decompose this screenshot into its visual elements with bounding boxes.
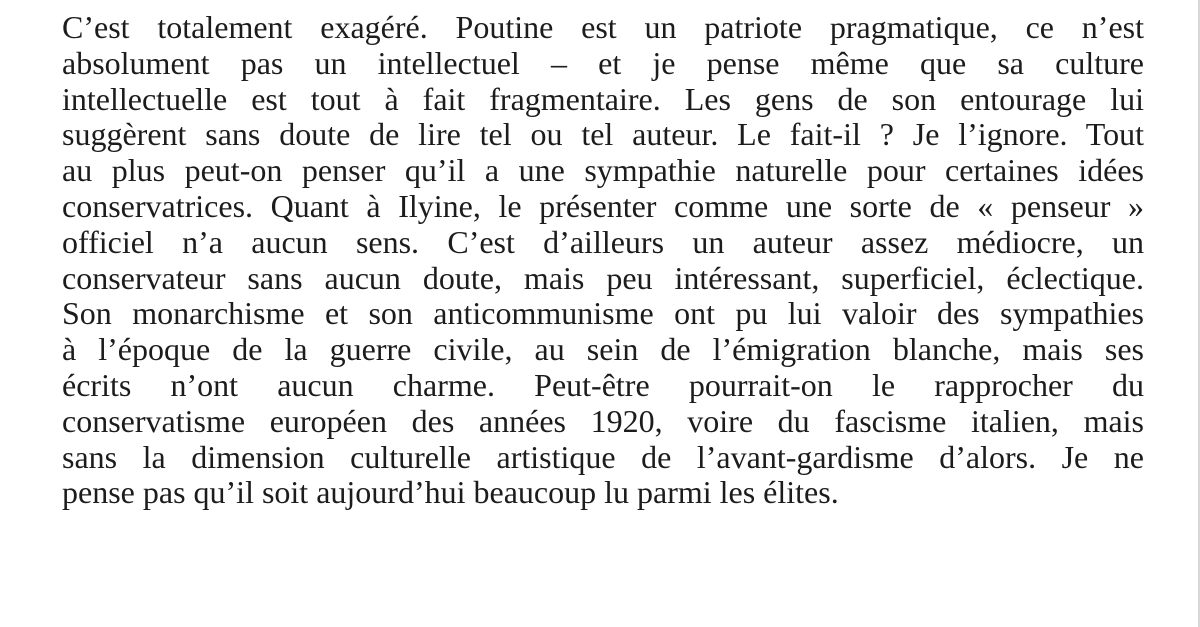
paragraph-line-9: Son monarchisme et son anticommunisme ont pu lui valoir des sympathies: [62, 295, 1144, 332]
paragraph-line-13: sans la dimension culturelle artistique de l’avant-gardisme d’alors. Je ne: [62, 438, 1144, 475]
paragraph-line-14: pense pas qu’il soit aujourd’hui beaucoup lu parmi les élites.: [62, 474, 839, 511]
paragraph-line-12: conservatisme européen des années 1920, voire du fascisme italien, mais: [62, 402, 1144, 439]
quote-paragraph: [62, 10, 1144, 511]
paragraph-line-11: écrits n’ont aucun charme. Peut-être pourrait-on le rapprocher du: [62, 366, 1144, 403]
paragraph-line-4: suggèrent sans doute de lire tel ou tel auteur. Le fait-il ? Je l’ignore. Tout: [62, 116, 1144, 153]
paragraph-line-10: à l’époque de la guerre civile, au sein de l’émigration blanche, mais ses: [62, 331, 1144, 368]
paragraph-line-1: C’est totalement exagéré. Poutine est un patriote pragmatique, ce n’est: [62, 9, 1144, 45]
paragraph-line-6: conservatrices. Quant à Ilyine, le présenter comme une sorte de « penseur »: [62, 187, 1144, 224]
paragraph-line-2: absolument pas un intellectuel – et je pense même que sa culture: [62, 44, 1144, 81]
paragraph-line-7: officiel n’a aucun sens. C’est d’ailleurs un auteur assez médiocre, un: [62, 223, 1144, 260]
paragraph-line-3: intellectuelle est tout à fait fragmentaire. Les gens de son entourage lui: [62, 80, 1144, 117]
paragraph-line-8: conservateur sans aucun doute, mais peu intéressant, superficiel, éclectique.: [62, 259, 1144, 296]
paragraph-line-5: au plus peut-on penser qu’il a une sympathie naturelle pour certaines idées: [62, 152, 1144, 189]
